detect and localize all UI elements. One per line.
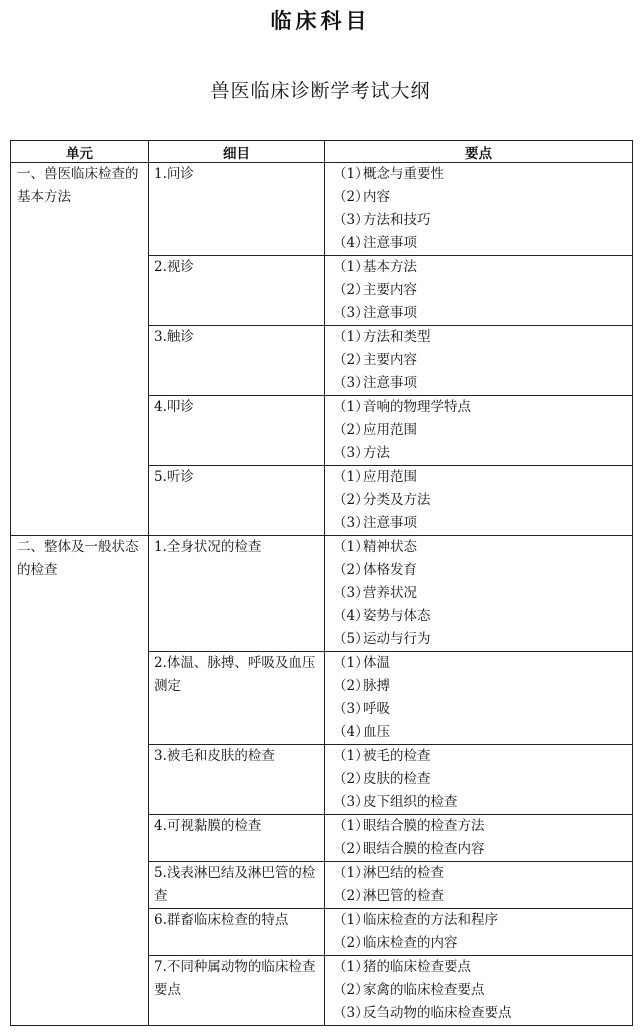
point-number: （1） xyxy=(333,865,369,881)
detail-cell xyxy=(149,256,325,326)
unit-name: 一、兽医临床检查的基本方法 xyxy=(17,166,139,205)
point-number: （2） xyxy=(333,888,369,904)
detail-name: 1.问诊 xyxy=(154,166,194,182)
point-text: 体格发育 xyxy=(363,562,417,578)
point-number: （1） xyxy=(333,818,369,834)
detail-name: 4.可视黏膜的检查 xyxy=(154,818,262,834)
point-item xyxy=(333,721,628,744)
point-item xyxy=(333,279,628,302)
point-number: （3） xyxy=(333,585,369,601)
point-item xyxy=(333,326,628,349)
point-number: （1） xyxy=(333,166,369,182)
point-text: 营养状况 xyxy=(363,585,417,601)
point-text: 皮肤的检查 xyxy=(363,771,431,787)
point-number: （1） xyxy=(333,259,369,275)
detail-cell xyxy=(149,652,325,745)
table-row xyxy=(11,536,633,652)
point-text: 皮下组织的检查 xyxy=(363,794,458,810)
point-text: 分类及方法 xyxy=(363,492,431,508)
point-text: 主要内容 xyxy=(363,282,417,298)
point-text: 方法 xyxy=(363,445,390,461)
detail-name: 3.触诊 xyxy=(154,329,194,345)
page-title: 临床科目 xyxy=(270,9,371,33)
points-cell xyxy=(325,745,633,815)
point-text: 音响的物理学特点 xyxy=(363,399,471,415)
point-number: （1） xyxy=(333,469,369,485)
point-text: 呼吸 xyxy=(363,701,390,717)
point-number: （2） xyxy=(333,841,369,857)
detail-name: 2.视诊 xyxy=(154,259,194,275)
point-text: 淋巴结的检查 xyxy=(363,865,444,881)
point-item xyxy=(333,932,628,955)
point-number: （3） xyxy=(333,375,369,391)
point-number: （1） xyxy=(333,748,369,764)
point-text: 应用范围 xyxy=(363,422,417,438)
point-item xyxy=(333,909,628,932)
point-text: 基本方法 xyxy=(363,259,417,275)
point-item xyxy=(333,605,628,628)
detail-name: 2.体温、脉搏、呼吸及血压测定 xyxy=(154,655,316,694)
detail-cell xyxy=(149,396,325,466)
point-number: （4） xyxy=(333,235,369,251)
point-text: 姿势与体态 xyxy=(363,608,431,624)
point-number: （1） xyxy=(333,539,369,555)
detail-cell xyxy=(149,466,325,536)
point-item xyxy=(333,815,628,838)
point-text: 方法和类型 xyxy=(363,329,431,345)
point-number: （1） xyxy=(333,959,369,975)
detail-cell xyxy=(149,745,325,815)
header-points: 要点 xyxy=(325,141,633,163)
point-number: （1） xyxy=(333,655,369,671)
point-number: （2） xyxy=(333,935,369,951)
detail-name: 5.浅表淋巴结及淋巴管的检查 xyxy=(154,865,316,904)
point-item xyxy=(333,698,628,721)
point-text: 体温 xyxy=(363,655,390,671)
detail-cell xyxy=(149,326,325,396)
point-text: 猪的临床检查要点 xyxy=(363,959,471,975)
point-text: 被毛的检查 xyxy=(363,748,431,764)
point-item xyxy=(333,559,628,582)
syllabus-table xyxy=(10,140,633,1026)
point-item xyxy=(333,186,628,209)
point-number: （2） xyxy=(333,189,369,205)
point-item xyxy=(333,652,628,675)
point-text: 家禽的临床检查要点 xyxy=(363,982,485,998)
detail-name: 4.叩诊 xyxy=(154,399,194,415)
point-item xyxy=(333,956,628,979)
point-item xyxy=(333,349,628,372)
point-item xyxy=(333,675,628,698)
detail-cell xyxy=(149,815,325,862)
point-number: （5） xyxy=(333,631,369,647)
point-number: （4） xyxy=(333,608,369,624)
point-item xyxy=(333,791,628,814)
point-number: （2） xyxy=(333,982,369,998)
detail-name: 6.群畜临床检查的特点 xyxy=(154,912,289,928)
page-subtitle: 兽医临床诊断学考试大纲 xyxy=(210,80,431,102)
point-item xyxy=(333,512,628,535)
point-item xyxy=(333,1002,628,1025)
point-item xyxy=(333,256,628,279)
point-item xyxy=(333,209,628,232)
point-text: 血压 xyxy=(363,724,390,740)
point-text: 注意事项 xyxy=(363,305,417,321)
point-text: 注意事项 xyxy=(363,375,417,391)
point-item xyxy=(333,419,628,442)
point-text: 注意事项 xyxy=(363,235,417,251)
point-number: （2） xyxy=(333,678,369,694)
point-text: 临床检查的内容 xyxy=(363,935,458,951)
detail-cell xyxy=(149,163,325,256)
table-header xyxy=(11,141,633,163)
point-text: 应用范围 xyxy=(363,469,417,485)
points-cell xyxy=(325,909,633,956)
detail-cell xyxy=(149,956,325,1026)
points-cell xyxy=(325,536,633,652)
point-number: （3） xyxy=(333,305,369,321)
points-cell xyxy=(325,815,633,862)
point-text: 眼结合膜的检查方法 xyxy=(363,818,485,834)
point-number: （2） xyxy=(333,422,369,438)
detail-name: 1.全身状况的检查 xyxy=(154,539,262,555)
point-number: （3） xyxy=(333,1005,369,1021)
point-item xyxy=(333,768,628,791)
point-text: 内容 xyxy=(363,189,390,205)
point-number: （1） xyxy=(333,399,369,415)
point-item xyxy=(333,536,628,559)
point-text: 眼结合膜的检查内容 xyxy=(363,841,485,857)
point-item xyxy=(333,163,628,186)
point-number: （2） xyxy=(333,282,369,298)
point-text: 注意事项 xyxy=(363,515,417,531)
unit-cell xyxy=(11,163,149,536)
point-item xyxy=(333,302,628,325)
header-unit: 单元 xyxy=(11,141,149,163)
header-detail: 细目 xyxy=(149,141,325,163)
point-number: （3） xyxy=(333,701,369,717)
points-cell xyxy=(325,326,633,396)
detail-cell xyxy=(149,862,325,909)
detail-cell xyxy=(149,536,325,652)
detail-name: 5.听诊 xyxy=(154,469,194,485)
point-number: （3） xyxy=(333,445,369,461)
point-number: （2） xyxy=(333,562,369,578)
point-number: （2） xyxy=(333,492,369,508)
points-cell xyxy=(325,956,633,1026)
points-cell xyxy=(325,163,633,256)
point-text: 主要内容 xyxy=(363,352,417,368)
points-cell xyxy=(325,466,633,536)
point-item xyxy=(333,466,628,489)
point-item xyxy=(333,628,628,651)
point-text: 运动与行为 xyxy=(363,631,431,647)
point-number: （2） xyxy=(333,771,369,787)
detail-name: 3.被毛和皮肤的检查 xyxy=(154,748,275,764)
point-number: （1） xyxy=(333,912,369,928)
points-cell xyxy=(325,862,633,909)
detail-name: 7.不同种属动物的临床检查要点 xyxy=(154,959,316,998)
detail-cell xyxy=(149,909,325,956)
point-item xyxy=(333,838,628,861)
unit-name: 二、整体及一般状态的检查 xyxy=(17,539,139,578)
point-text: 脉搏 xyxy=(363,678,390,694)
table-body xyxy=(11,163,633,1026)
point-item xyxy=(333,745,628,768)
point-item xyxy=(333,582,628,605)
point-item xyxy=(333,372,628,395)
point-item xyxy=(333,489,628,512)
point-text: 淋巴管的检查 xyxy=(363,888,444,904)
point-item xyxy=(333,442,628,465)
point-number: （3） xyxy=(333,794,369,810)
point-text: 临床检查的方法和程序 xyxy=(363,912,498,928)
point-item xyxy=(333,979,628,1002)
point-number: （2） xyxy=(333,352,369,368)
points-cell xyxy=(325,652,633,745)
point-text: 概念与重要性 xyxy=(363,166,444,182)
point-item xyxy=(333,396,628,419)
point-number: （3） xyxy=(333,515,369,531)
header-row xyxy=(11,141,633,163)
point-number: （3） xyxy=(333,212,369,228)
unit-cell xyxy=(11,536,149,1026)
point-item xyxy=(333,885,628,908)
point-text: 精神状态 xyxy=(363,539,417,555)
point-text: 反刍动物的临床检查要点 xyxy=(363,1005,512,1021)
point-number: （1） xyxy=(333,329,369,345)
point-number: （4） xyxy=(333,724,369,740)
point-item xyxy=(333,232,628,255)
point-item xyxy=(333,862,628,885)
point-text: 方法和技巧 xyxy=(363,212,431,228)
points-cell xyxy=(325,256,633,326)
points-cell xyxy=(325,396,633,466)
table-row xyxy=(11,163,633,256)
